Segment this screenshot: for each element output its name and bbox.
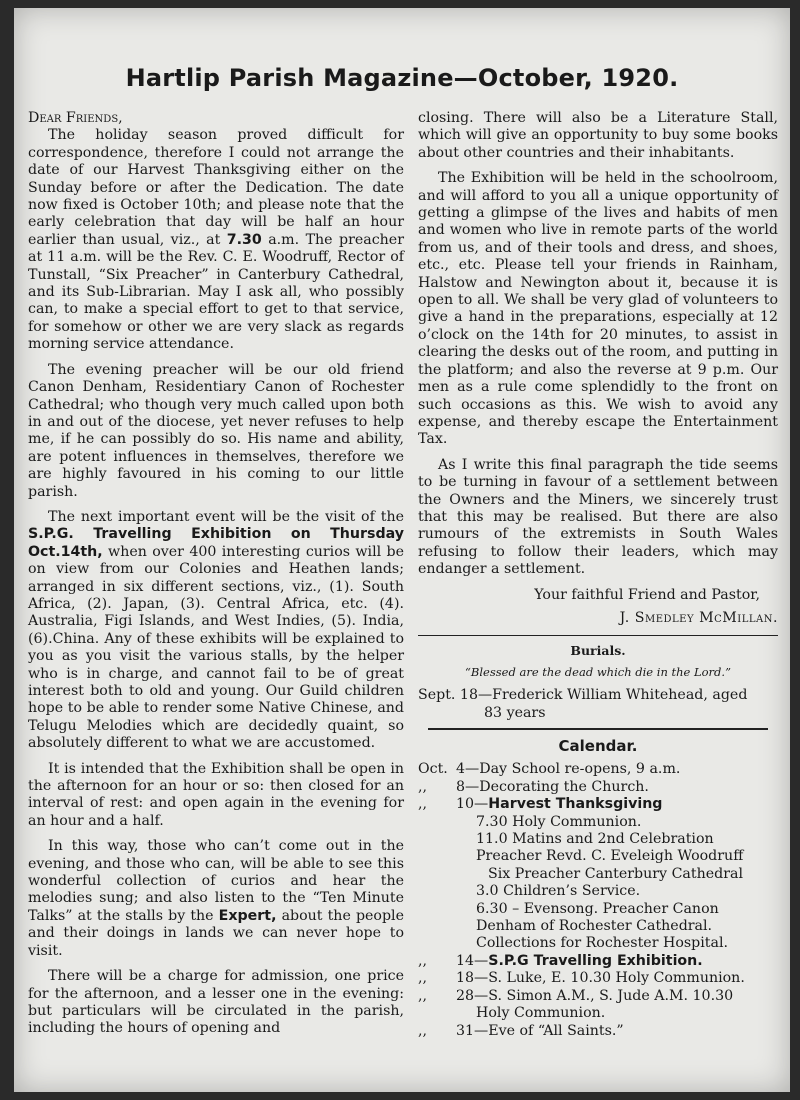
burial-entry: Sept. 18—Frederick William Whitehead, aged xyxy=(418,687,748,704)
calendar-section xyxy=(418,738,778,1040)
calendar-detail: 6.30 – Evensong. Preacher Canon xyxy=(476,900,719,917)
calendar-row-harvest: ,, 10—Harvest Thanksgiving xyxy=(418,796,663,813)
closing-line: Your faithful Friend and Pastor, xyxy=(534,586,760,603)
left-column xyxy=(28,110,404,1046)
calendar-row: ,, 8—Decorating the Church. xyxy=(418,778,649,795)
burials-section xyxy=(418,642,778,722)
calendar-detail: Denham of Rochester Cathedral. xyxy=(476,918,713,935)
calendar-row: ,, 28—S. Simon A.M., S. Jude A.M. 10.30 xyxy=(418,987,734,1004)
calendar-heading: Calendar. xyxy=(558,737,638,755)
calendar-row: ,, 31—Eve of “All Saints.” xyxy=(418,1022,624,1039)
calendar-row: Oct. 4—Day School re-opens, 9 a.m. xyxy=(418,761,681,778)
calendar-row-spg: ,, 14—S.P.G Travelling Exhibition. xyxy=(418,952,703,969)
calendar-row: ,, 18—S. Luke, E. 10.30 Holy Communion. xyxy=(418,970,745,987)
signature: J. Smedley McMillan. xyxy=(619,609,778,626)
burials-heading: Burials. xyxy=(570,643,626,659)
calendar-detail: 11.0 Matins and 2nd Celebration xyxy=(476,831,714,848)
divider xyxy=(418,635,778,636)
right-column xyxy=(418,110,778,1040)
paragraph-exhibition: The next important event will be the visit of the S.P.G. Travelling Exhibition on Thursday Oct.14th, when over 400 interesting curios will be on view from our Colonies and Heathen lands; arranged in six different sections, viz., (1). South Africa, (2). Japan, (3). Central Africa, etc. (4). Australia, Figi Islands, and West Indies, (5). India, (6).China. Any of these exhibits will be explained to you as you visit the various stalls, by the helper who is in charge, and cannot fail to be of great interest both to old and young. Our Guild children hope to be able to render some Native Chinese, and Telugu Melodies which are decidedly quaint, so absolutely different to what we are accustomed. xyxy=(28,508,404,752)
paragraph-opening: It is intended that the Exhibition shall be open in the afternoon for an hour or so: then closed for an interval of rest: and open again in the evening for an hour and a half. xyxy=(28,760,404,829)
burials-quote: “Blessed are the dead which die in the Lord.” xyxy=(465,664,731,679)
paragraph-settlement: As I write this final paragraph the tide seems to be turning in favour of a settlement between the Owners and the Miners, we sincerely trust that this may be realised. But there are also rumours of the extremists in South Wales refusing to follow their leaders, which may endanger a settlement. xyxy=(418,456,778,578)
calendar-detail: 3.0 Children’s Service. xyxy=(476,883,641,900)
paragraph-talks: In this way, those who can’t come out in the evening, and those who can, will be able to see this wonderful collection of curios and hear the melodies sung; and also listen to the “Ten Minute Talks” at the stalls by the Expert, about the people and their doings in lands we can never hope to visit. xyxy=(28,838,404,959)
paragraph-schoolroom: The Exhibition will be held in the schoolroom, and will afford to you all a unique opportunity of getting a glimpse of the lives and habits of men and women who live in remote parts of the world from us, and of their tools and dress, and shoes, etc., etc. Please tell your friends in Rainham, Halstow and Newington about it, because it is open to all. We shall be very glad of volunteers to give a hand in the preparations, especially at 12 o’clock on the 14th for 20 minutes, to assist in clearing the desks out of the room, and putting in the platform; and also the reverse at 9 p.m. Our men as a rule come splendidly to the front on such occasions as this. We wish to avoid any expense, and thereby escape the Entertainment Tax. xyxy=(418,170,778,448)
paragraph-admission: There will be a charge for admission, one price for the afternoon, and a lesser one in the evening: but particulars will be circulated in the parish, including the hours of opening and xyxy=(28,968,404,1037)
magazine-page xyxy=(14,8,790,1092)
calendar-detail: Six Preacher Canterbury Cathedral xyxy=(488,865,743,882)
salutation: Dear Friends, xyxy=(28,110,123,126)
paragraph-harvest: The holiday season proved difficult for correspondence, therefore I could not arrange the date of our Harvest Thanksgiving either on the Sunday before or after the Dedication. The date now fixed is October 10th; and please note that the early celebration that day will be half an hour earlier than usual, viz., at 7.30 a.m. The preacher at 11 a.m. will be the Rev. C. E. Woodruff, Rector of Tunstall, “Six Preacher” in Canterbury Cathedral, and its Sub-Librarian. May I ask all, who possibly can, to make a special effort to get to that service, for somehow or other we are very slack as regards morning service attendance. xyxy=(28,127,404,353)
calendar-detail: Preacher Revd. C. Eveleigh Woodruff xyxy=(476,848,744,865)
calendar-detail: 7.30 Holy Communion. xyxy=(476,813,642,830)
divider xyxy=(428,728,768,730)
page-title: Hartlip Parish Magazine—October, 1920. xyxy=(125,64,679,92)
paragraph-evening-preacher: The evening preacher will be our old friend Canon Denham, Residentiary Canon of Rochester Cathedral; who though very much called upon both in and out of the diocese, yet never refuses to help me, if he can possibly do so. His name and ability, are potent influences in themselves, therefore we are highly favoured in his coming to our little parish. xyxy=(28,361,404,500)
calendar-detail: Collections for Rochester Hospital. xyxy=(476,935,729,952)
calendar-row: Holy Communion. xyxy=(476,1005,606,1022)
burial-entry-age: 83 years xyxy=(484,704,546,721)
paragraph-continued: closing. There will also be a Literature Stall, which will give an opportunity to buy some books about other countries and their inhabitants. xyxy=(418,110,778,161)
